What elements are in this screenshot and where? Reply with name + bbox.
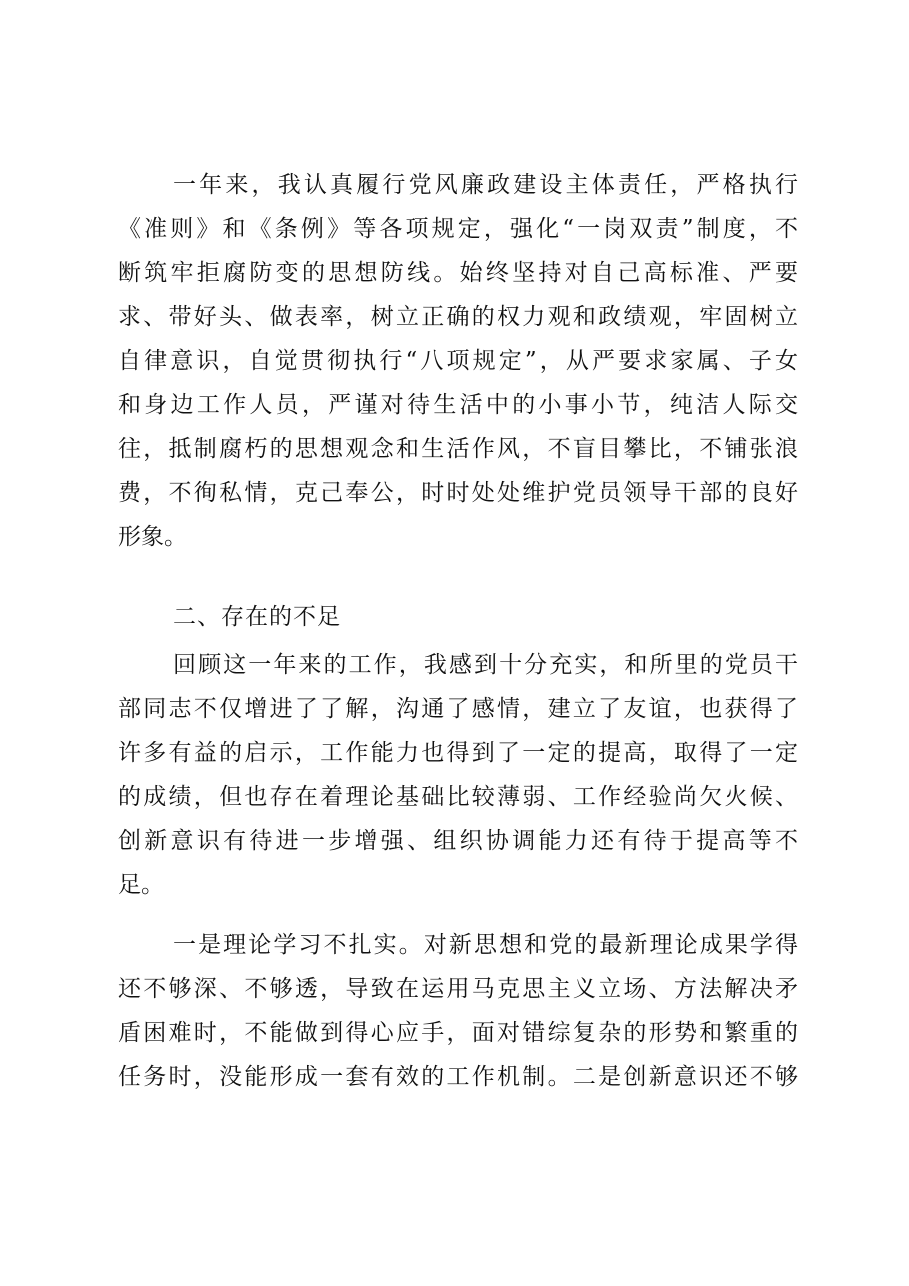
paragraph-2-line-1: 回顾这一年来的工作，我感到十分充实，和所里的党员干 — [173, 652, 798, 678]
paragraph-2-line-3: 许多有益的启示，工作能力也得到了一定的提高，取得了一定 — [118, 740, 798, 766]
paragraph-3-line-2: 还不够深、不够透，导致在运用马克思主义立场、方法解决矛 — [118, 976, 798, 1002]
paragraph-2-line-5: 创新意识有待进一步增强、组织协调能力还有待于提高等不 — [118, 828, 798, 854]
paragraph-1-line-8: 费，不徇私情，克己奉公，时时处处维护党员领导干部的良好 — [118, 480, 798, 506]
paragraph-1-line-2: 《准则》和《条例》等各项规定，强化“一岗双责”制度，不 — [118, 216, 798, 242]
paragraph-1-line-9: 形象。 — [118, 524, 187, 550]
paragraph-3-line-3: 盾困难时，不能做到得心应手，面对错综复杂的形势和繁重的 — [118, 1020, 798, 1046]
paragraph-3-line-1: 一是理论学习不扎实。对新思想和党的最新理论成果学得 — [173, 932, 798, 958]
paragraph-2-line-6: 足。 — [118, 872, 164, 898]
paragraph-2-line-2: 部同志不仅增进了了解，沟通了感情，建立了友谊，也获得了 — [118, 696, 798, 722]
paragraph-3-line-4: 任务时，没能形成一套有效的工作机制。二是创新意识还不够 — [118, 1064, 798, 1090]
paragraph-1-line-6: 和身边工作人员，严谨对待生活中的小事小节，纯洁人际交 — [118, 392, 798, 418]
paragraph-1-line-7: 往，抵制腐朽的思想观念和生活作风，不盲目攀比，不铺张浪 — [118, 436, 798, 462]
paragraph-1-line-5: 自律意识，自觉贯彻执行“八项规定”，从严要求家属、子女 — [118, 348, 798, 374]
paragraph-2-line-4: 的成绩，但也存在着理论基础比较薄弱、工作经验尚欠火候、 — [118, 784, 798, 810]
paragraph-1-line-4: 求、带好头、做表率，树立正确的权力观和政绩观，牢固树立 — [118, 304, 798, 330]
paragraph-1-line-1: 一年来，我认真履行党风廉政建设主体责任，严格执行 — [173, 172, 798, 198]
paragraph-1-line-3: 断筑牢拒腐防变的思想防线。始终坚持对自己高标准、严要 — [118, 260, 798, 286]
section-heading: 二、存在的不足 — [173, 604, 341, 630]
